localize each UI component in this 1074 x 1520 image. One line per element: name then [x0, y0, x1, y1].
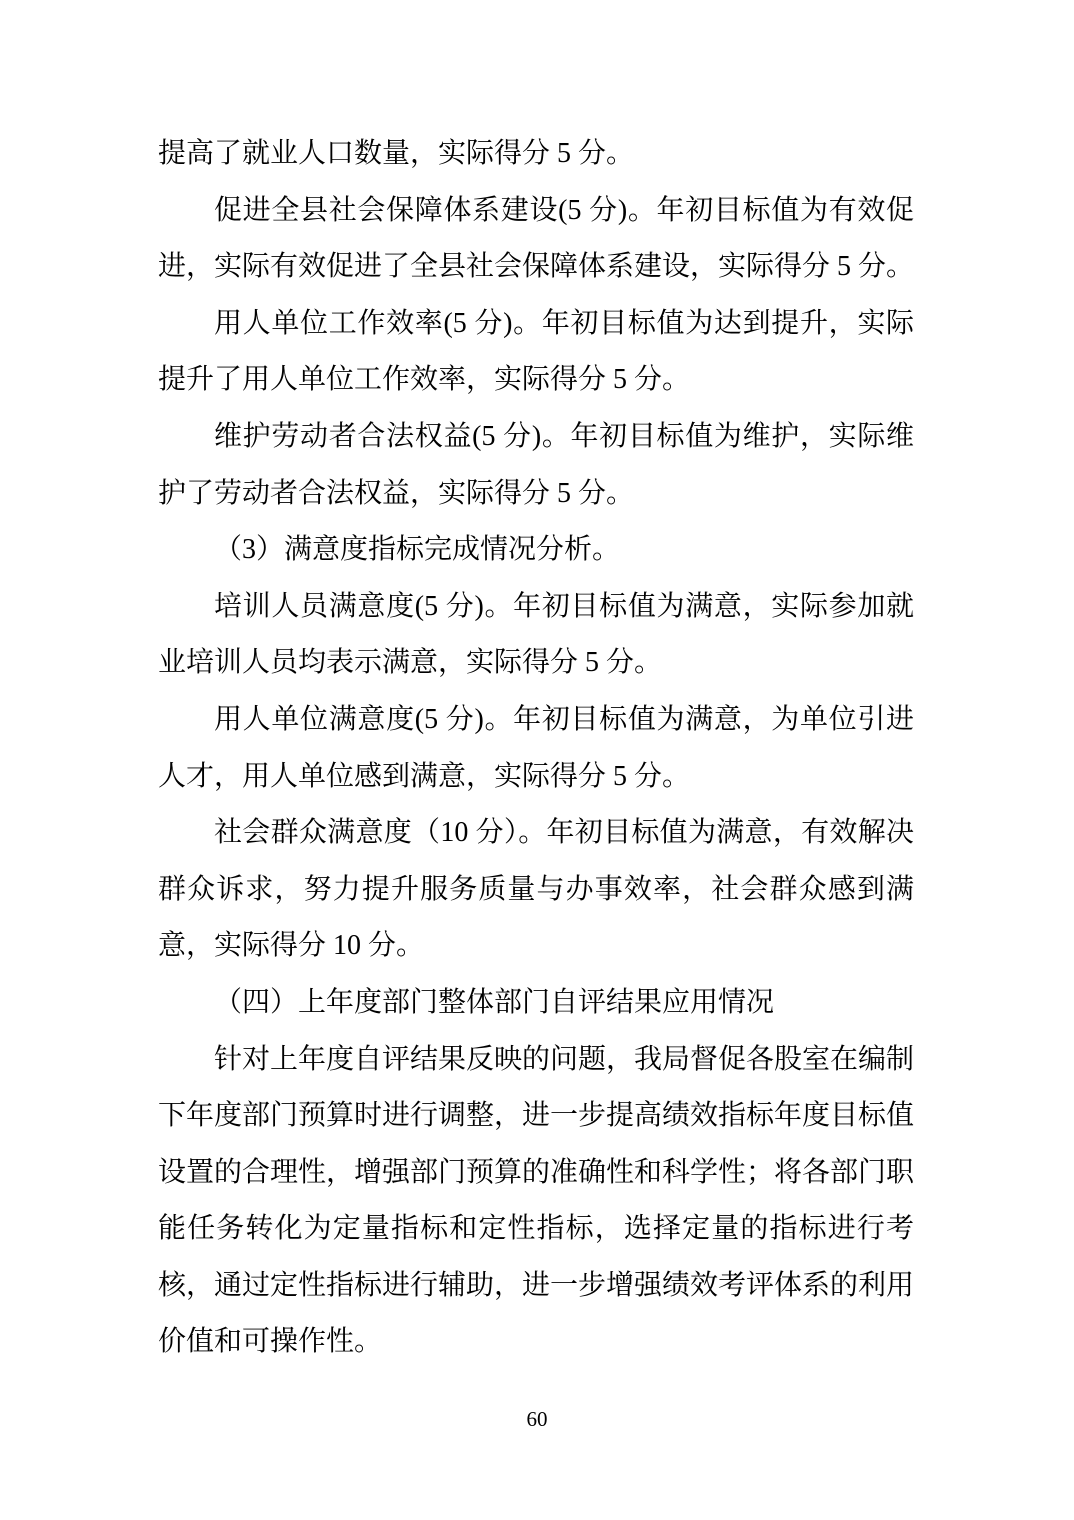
paragraph: 促进全县社会保障体系建设(5 分)。年初目标值为有效促进，实际有效促进了全县社会保障体系建设，实际得分 5 分。: [158, 194, 915, 283]
paragraph: 用人单位工作效率(5 分)。年初目标值为达到提升，实际提升了用人单位工作效率，实际得分 5 分。: [158, 307, 914, 396]
paragraph: 维护劳动者合法权益(5 分)。年初目标值为维护，实际维护了劳动者合法权益，实际得分 5 分。: [158, 420, 914, 509]
page-body-text: [158, 126, 914, 1371]
paragraph: 培训人员满意度(5 分)。年初目标值为满意，实际参加就业培训人员均表示满意，实际得分 5 分。: [158, 590, 914, 679]
paragraph: 社会群众满意度（10 分）。年初目标值为满意，有效解决群众诉求，努力提升服务质量与办事效率，社会群众感到满意，实际得分 10 分。: [158, 817, 914, 962]
paragraph-heading: （3）满意度指标完成情况分析。: [214, 534, 621, 566]
paragraph-heading: （四）上年度部门整体部门自评结果应用情况: [214, 986, 775, 1018]
page-number: 60: [526, 1407, 548, 1431]
paragraph: 提高了就业人口数量，实际得分 5 分。: [158, 138, 635, 169]
paragraph: 针对上年度自评结果反映的问题，我局督促各股室在编制下年度部门预算时进行调整，进一步提高绩效指标年度目标值设置的合理性，增强部门预算的准确性和科学性；将各部门职能任务转化为定量指标和定性指标，选择定量的指标进行考核，通过定性指标进行辅助，进一步增强绩效考评体系的利用价值和可操作性。: [158, 1043, 915, 1358]
paragraph: 用人单位满意度(5 分)。年初目标值为满意，为单位引进人才，用人单位感到满意，实际得分 5 分。: [158, 703, 914, 792]
